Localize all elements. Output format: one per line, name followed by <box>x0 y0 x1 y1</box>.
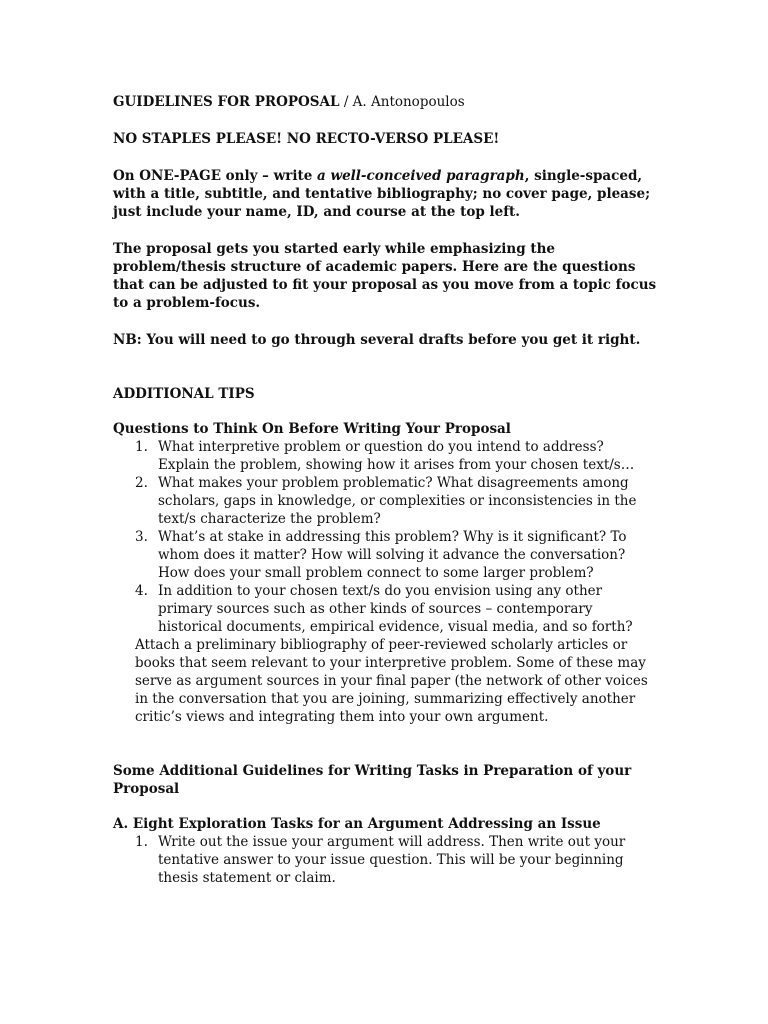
section-a-heading: A. Eight Exploration Tasks for an Argument Addressing an Issue <box>113 816 601 832</box>
list-item <box>113 438 658 474</box>
list-item-text: What’s at stake in addressing this problem? Why is it significant? To whom does it matter? How will solving it advance the conversation? How does your small problem connect to some larger problem? <box>158 529 627 581</box>
tasks-list <box>113 833 658 887</box>
list-item-text: Write out the issue your argument will address. Then write out your tentative answer to your issue question. This will be your beginning thesis statement or claim. <box>158 834 626 886</box>
list-item-number: 1. <box>135 834 148 850</box>
intro-paragraph <box>113 167 658 221</box>
tips-heading: ADDITIONAL TIPS <box>113 386 255 402</box>
list-item <box>113 582 658 636</box>
intro-emphasis: a well-conceived paragraph <box>317 168 525 184</box>
list-item-text: In addition to your chosen text/s do you envision using any other primary sources such as other kinds of sources – contemporary historical documents, empirical evidence, visual media, and so forth? <box>158 583 633 635</box>
list-item-text: What makes your problem problematic? What disagreements among scholars, gaps in knowledge, or complexities or inconsistencies in the text/s characterize the problem? <box>158 475 637 527</box>
list-item-text: What interpretive problem or question do you intend to address? Explain the problem, showing how it arises from your chosen text/s… <box>158 439 635 473</box>
title-author: / A. Antonopoulos <box>339 94 465 110</box>
document-page <box>113 93 658 887</box>
purpose-paragraph: The proposal gets you started early while emphasizing the problem/thesis structure of academic papers. Here are the questions that can be adjusted to fit your proposal as you move from a topic focus to a problem-focus. <box>113 241 657 311</box>
notice: NO STAPLES PLEASE! NO RECTO-VERSO PLEASE! <box>113 131 500 147</box>
list-item <box>113 474 658 528</box>
title-text: GUIDELINES FOR PROPOSAL <box>113 94 340 110</box>
list-item-number: 4. <box>135 583 148 599</box>
list-item-number: 1. <box>135 439 148 455</box>
intro-part1: On ONE-PAGE only – write <box>113 168 318 184</box>
intro-part2: , single-spaced, with a title, subtitle, and tentative bibliography; no cover page, please; just include your name, ID, and course at the top left. <box>113 168 651 220</box>
questions-heading: Questions to Think On Before Writing Your Proposal <box>113 421 511 437</box>
list-item <box>113 833 658 887</box>
attach-paragraph: Attach a preliminary bibliography of peer-reviewed scholarly articles or books that seem relevant to your interpretive problem. Some of these may serve as argument sources in your final paper (the network of other voices in the conversation that you are joining, summarizing effectively another critic’s views and integrating them into your own argument. <box>135 637 648 725</box>
additional-guidelines-heading: Some Additional Guidelines for Writing Tasks in Preparation of your Proposal <box>113 763 632 797</box>
list-item-number: 2. <box>135 475 148 491</box>
list-item <box>113 528 658 582</box>
list-item-number: 3. <box>135 529 148 545</box>
nb-paragraph: NB: You will need to go through several drafts before you get it right. <box>113 332 641 348</box>
questions-list <box>113 438 658 636</box>
document-title <box>113 93 658 111</box>
